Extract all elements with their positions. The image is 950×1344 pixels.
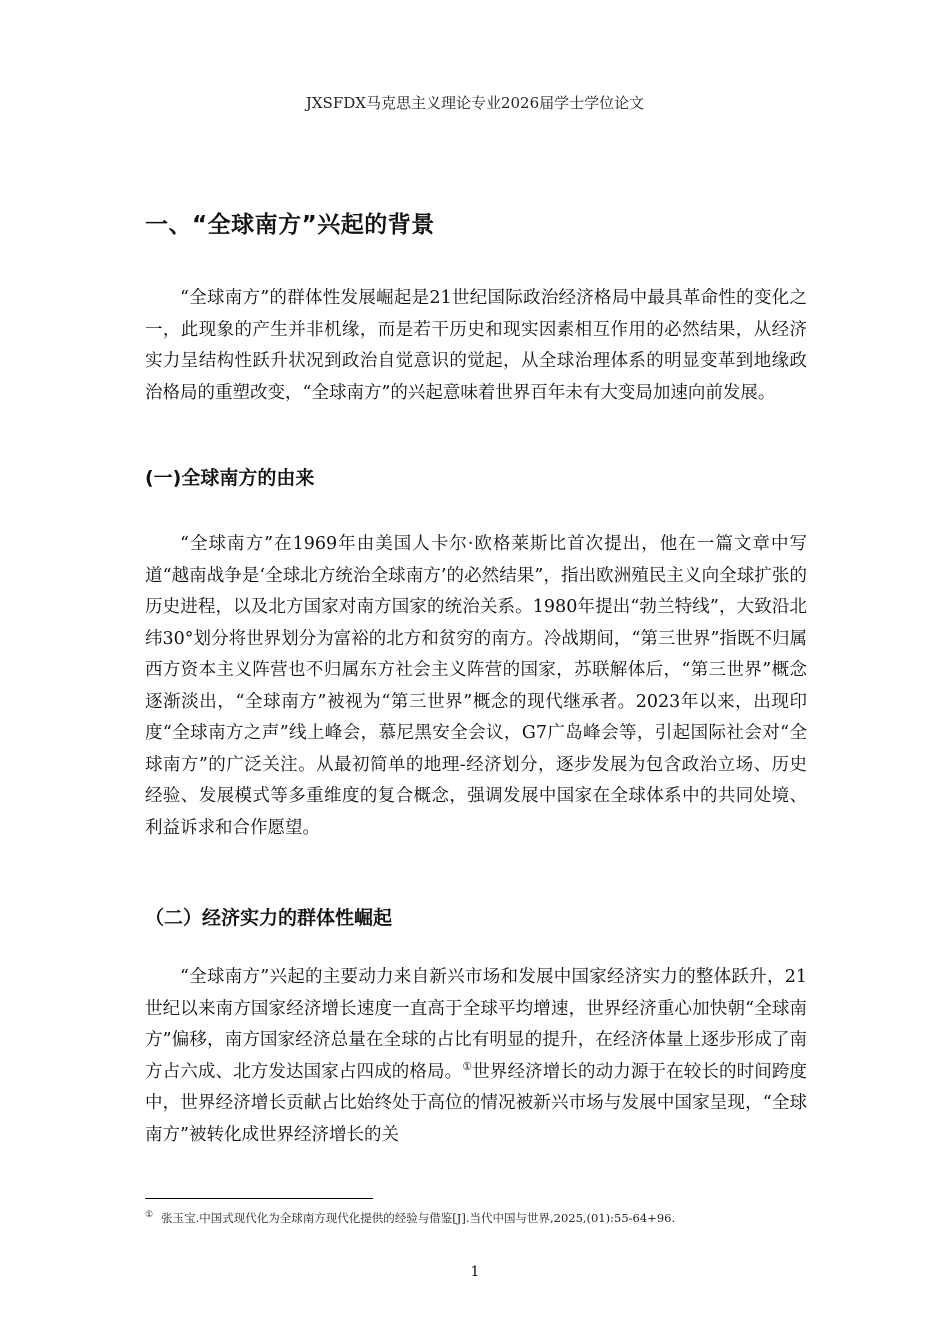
intro-paragraph: “全球南方”的群体性发展崛起是21世纪国际政治经济格局中最具革命性的变化之一，此现象的产生并非机缘，而是若干历史和现实因素相互作用的必然结果，从经济实力呈结构性跃升状况到政治自觉意识的觉起，从全球治理体系的明显变革到地缘政治格局的重塑改变，“全球南方”的兴起意味着世界百年未有大变局加速向前发展。 [145, 288, 807, 403]
economy-paragraph [145, 962, 807, 1151]
subsection-heading-economy: （二）经济实力的群体性崛起 [145, 907, 393, 929]
running-header: JXSFDX马克思主义理论专业2026届学士学位论文 [305, 94, 645, 112]
origin-paragraph: “全球南方”在1969年由美国人卡尔·欧格莱斯比首次提出，他在一篇文章中写道“越南战争是‘全球北方统治全球南方’的必然结果”，指出欧洲殖民主义向全球扩张的历史进程，以及北方国家对南方国家的统治关系。1980年提出“勃兰特线”，大致沿北纬30°划分将世界划分为富裕的北方和贫穷的南方。冷战期间，“第三世界”指既不归属西方资本主义阵营也不归属东方社会主义阵营的国家，苏联解体后，“第三世界”概念逐渐淡出，“全球南方”被视为“第三世界”概念的现代继承者。2023年以来，出现印度“全球南方之声”线上峰会，慕尼黑安全会议，G7广岛峰会等，引起国际社会对“全球南方”的广泛关注。从最初简单的地理-经济划分，逐步发展为包含政治立场、历史经验、发展模式等多重维度的复合概念，强调发展中国家在全球体系中的共同处境、利益诉求和合作愿望。 [145, 534, 807, 838]
economy-paragraph-part2: 世界经济增长的动力源于在较长的时间跨度中，世界经济增长贡献占比始终处于高位的情况被新兴市场与发展中国家呈现，“全球南方”被转化成世界经济增长的关 [145, 1061, 807, 1145]
section-heading: 一、“全球南方”兴起的背景 [145, 212, 435, 238]
footnote [145, 1210, 825, 1226]
footnote-text: 张玉宝.中国式现代化为全球南方现代化提供的经验与借鉴[J].当代中国与世界,2025,(01):55-64+96. [161, 1211, 676, 1225]
page-number: 1 [470, 1264, 480, 1280]
footnote-divider [145, 1198, 373, 1199]
economy-paragraph-part1: “全球南方”兴起的主要动力来自新兴市场和发展中国家经济实力的整体跃升，21世纪以来南方国家经济增长速度一直高于全球平均增速，世界经济重心加快朝“全球南方”偏移，南方国家经济总量在全球的占比有明显的提升，在经济体量上逐步形成了南方占六成、北方发达国家占四成的格局。 [145, 967, 807, 1082]
footnote-reference[interactable]: ① [462, 1059, 473, 1073]
subsection-heading-origin: (一)全球南方的由来 [145, 467, 315, 489]
footnote-marker: ① [145, 1210, 154, 1221]
